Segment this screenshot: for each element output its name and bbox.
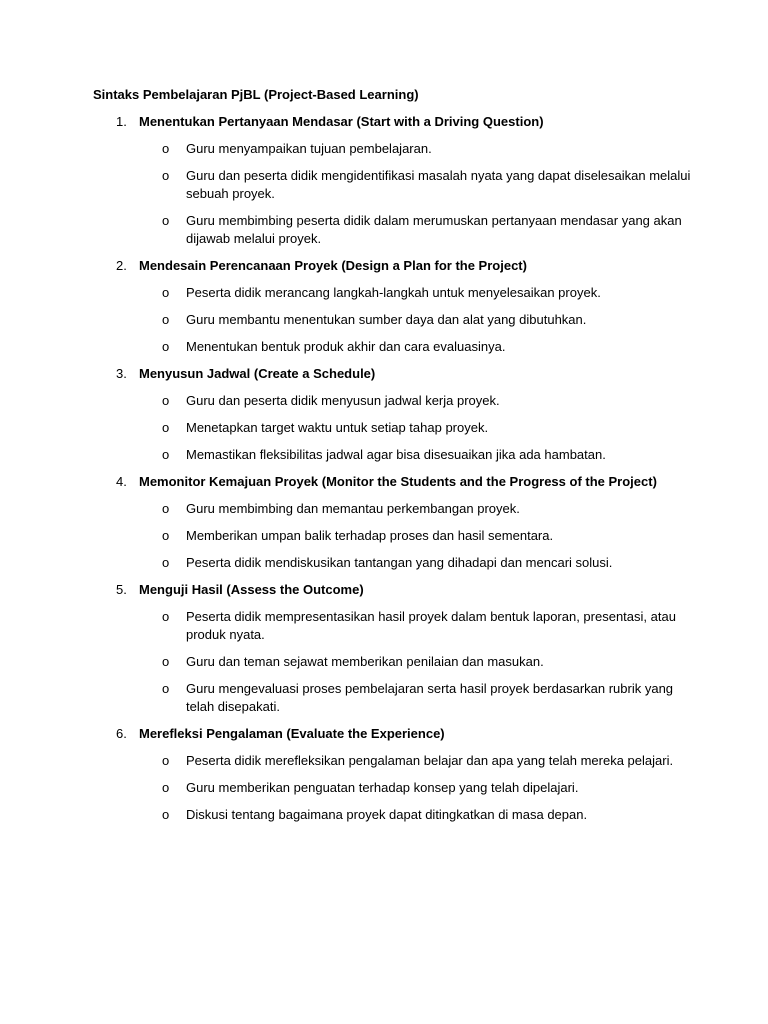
step-number: 5. (116, 582, 127, 597)
list-item (93, 527, 693, 545)
step-number: 3. (116, 366, 127, 381)
point-text: Peserta didik merefleksikan pengalaman belajar dan apa yang telah mereka pelajari. (186, 753, 674, 768)
point-text: Guru membantu menentukan sumber daya dan alat yang dibutuhkan. (186, 312, 587, 327)
bullet-icon: o (162, 654, 170, 669)
document-body (93, 86, 693, 833)
step-heading-text: Memonitor Kemajuan Proyek (Monitor the Students and the Progress of the Project) (139, 474, 657, 489)
step-heading (93, 473, 693, 491)
point-list (93, 284, 693, 356)
bullet-icon: o (162, 555, 170, 570)
bullet-icon: o (162, 780, 170, 795)
step-heading-text: Menentukan Pertanyaan Mendasar (Start with a Driving Question) (139, 114, 544, 129)
point-text: Guru dan teman sejawat memberikan penilaian dan masukan. (186, 654, 544, 669)
point-text: Diskusi tentang bagaimana proyek dapat ditingkatkan di masa depan. (186, 807, 588, 822)
step-heading-text: Menguji Hasil (Assess the Outcome) (139, 582, 364, 597)
step-heading (93, 257, 693, 275)
list-item (93, 311, 693, 329)
point-text: Guru menyampaikan tujuan pembelajaran. (186, 141, 432, 156)
point-text: Memastikan fleksibilitas jadwal agar bisa disesuaikan jika ada hambatan. (186, 447, 606, 462)
step-item (93, 473, 693, 572)
list-item (93, 167, 693, 203)
point-text: Guru membimbing peserta didik dalam merumuskan pertanyaan mendasar yang akan dijawab melalui proyek. (186, 213, 682, 246)
step-heading (93, 725, 693, 743)
step-number: 2. (116, 258, 127, 273)
list-item (93, 653, 693, 671)
step-heading (93, 365, 693, 383)
point-text: Menentukan bentuk produk akhir dan cara evaluasinya. (186, 339, 506, 354)
list-item (93, 806, 693, 824)
point-list (93, 752, 693, 824)
bullet-icon: o (162, 528, 170, 543)
point-text: Peserta didik mempresentasikan hasil proyek dalam bentuk laporan, presentasi, atau produk nyata. (186, 609, 676, 642)
bullet-icon: o (162, 393, 170, 408)
list-item (93, 608, 693, 644)
point-text: Guru dan peserta didik mengidentifikasi masalah nyata yang dapat diselesaikan melalui sebuah proyek. (186, 168, 691, 201)
list-item (93, 680, 693, 716)
step-item (93, 113, 693, 248)
list-item (93, 419, 693, 437)
point-text: Guru memberikan penguatan terhadap konsep yang telah dipelajari. (186, 780, 579, 795)
step-item (93, 365, 693, 464)
point-list (93, 140, 693, 248)
document-title: Sintaks Pembelajaran PjBL (Project-Based Learning) (93, 87, 419, 102)
point-text: Memberikan umpan balik terhadap proses dan hasil sementara. (186, 528, 554, 543)
point-text: Guru dan peserta didik menyusun jadwal kerja proyek. (186, 393, 500, 408)
bullet-icon: o (162, 807, 170, 822)
list-item (93, 779, 693, 797)
point-text: Guru mengevaluasi proses pembelajaran serta hasil proyek berdasarkan rubrik yang telah disepakati. (186, 681, 674, 714)
list-item (93, 212, 693, 248)
list-item (93, 446, 693, 464)
bullet-icon: o (162, 339, 170, 354)
list-item (93, 284, 693, 302)
step-heading (93, 113, 693, 131)
bullet-icon: o (162, 447, 170, 462)
point-list (93, 608, 693, 716)
point-text: Peserta didik merancang langkah-langkah untuk menyelesaikan proyek. (186, 285, 601, 300)
step-number: 1. (116, 114, 127, 129)
bullet-icon: o (162, 285, 170, 300)
step-item (93, 581, 693, 716)
step-item (93, 725, 693, 824)
step-list (93, 113, 693, 824)
point-text: Menetapkan target waktu untuk setiap tahap proyek. (186, 420, 489, 435)
step-heading-text: Merefleksi Pengalaman (Evaluate the Experience) (139, 726, 445, 741)
bullet-icon: o (162, 420, 170, 435)
bullet-icon: o (162, 141, 170, 156)
step-heading-text: Mendesain Perencanaan Proyek (Design a Plan for the Project) (139, 258, 527, 273)
step-heading-text: Menyusun Jadwal (Create a Schedule) (139, 366, 376, 381)
bullet-icon: o (162, 681, 170, 696)
point-text: Guru membimbing dan memantau perkembangan proyek. (186, 501, 520, 516)
list-item (93, 140, 693, 158)
bullet-icon: o (162, 312, 170, 327)
bullet-icon: o (162, 213, 170, 228)
list-item (93, 752, 693, 770)
list-item (93, 554, 693, 572)
point-text: Peserta didik mendiskusikan tantangan yang dihadapi dan mencari solusi. (186, 555, 613, 570)
list-item (93, 500, 693, 518)
list-item (93, 338, 693, 356)
point-list (93, 500, 693, 572)
bullet-icon: o (162, 753, 170, 768)
step-number: 6. (116, 726, 127, 741)
step-heading (93, 581, 693, 599)
list-item (93, 392, 693, 410)
bullet-icon: o (162, 168, 170, 183)
point-list (93, 392, 693, 464)
bullet-icon: o (162, 501, 170, 516)
step-number: 4. (116, 474, 127, 489)
step-item (93, 257, 693, 356)
bullet-icon: o (162, 609, 170, 624)
